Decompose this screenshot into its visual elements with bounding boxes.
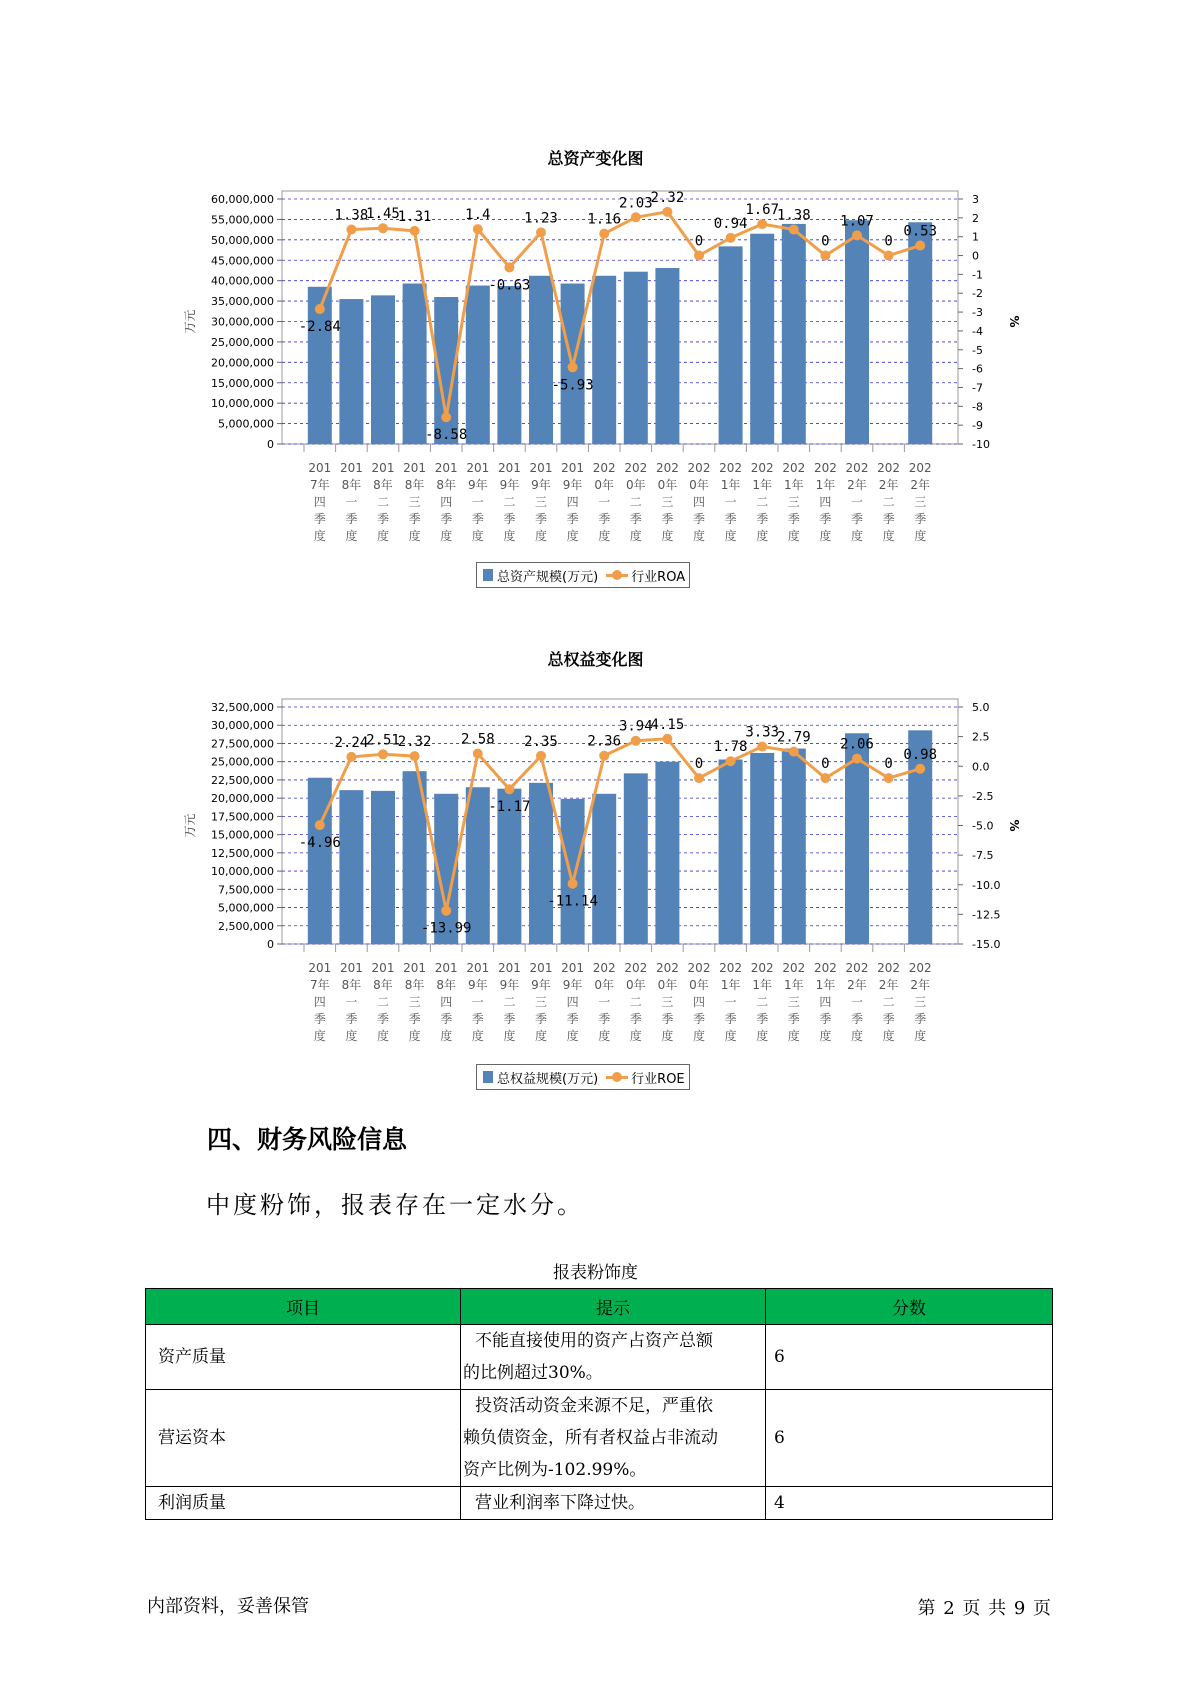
y-tick-label: 17,500,000 bbox=[211, 810, 274, 824]
data-label: -8.58 bbox=[425, 427, 468, 444]
y2-tick-label: 0 bbox=[972, 249, 979, 263]
line-point bbox=[884, 251, 894, 261]
data-label: -2.84 bbox=[298, 319, 341, 336]
y-tick-label: 55,000,000 bbox=[211, 213, 274, 227]
data-label: 2.36 bbox=[587, 733, 622, 750]
row-hint bbox=[461, 1325, 766, 1390]
y-tick-label: 32,500,000 bbox=[211, 701, 274, 714]
bar bbox=[750, 234, 774, 444]
y-tick-label: 40,000,000 bbox=[211, 274, 274, 288]
line-point bbox=[726, 233, 736, 243]
y2-tick-label: -6 bbox=[972, 362, 983, 376]
data-label: 1.23 bbox=[524, 210, 558, 227]
y2-tick-label: -3 bbox=[972, 306, 983, 320]
y-axis-title: 万元 bbox=[183, 813, 197, 838]
y2-axis-title: % bbox=[1007, 315, 1021, 328]
y-tick-label: 50,000,000 bbox=[211, 233, 274, 247]
y2-tick-label: -8 bbox=[972, 400, 983, 414]
bar bbox=[339, 299, 363, 444]
y2-tick-label: 0.0 bbox=[972, 760, 990, 774]
line-point bbox=[915, 764, 925, 774]
y2-tick-label: 3 bbox=[972, 193, 979, 206]
data-label: 2.35 bbox=[524, 733, 558, 750]
line-point bbox=[568, 362, 578, 372]
data-label: 0 bbox=[694, 233, 704, 250]
line-point bbox=[536, 227, 546, 237]
y2-tick-label: -2 bbox=[972, 287, 983, 301]
data-label: 1.16 bbox=[587, 211, 622, 228]
data-label: 1.31 bbox=[397, 208, 432, 225]
line-point bbox=[346, 225, 356, 235]
data-label: 0 bbox=[694, 756, 704, 773]
table-row bbox=[146, 1390, 1053, 1487]
row-score: 4 bbox=[766, 1487, 1053, 1520]
x-tick-label: 202 1年二季度 bbox=[750, 961, 774, 1043]
x-tick-label: 202 1年三季度 bbox=[782, 461, 806, 543]
y2-tick-label: -12.5 bbox=[972, 908, 1001, 922]
legend-bar-label: 总资产规模(万元) bbox=[497, 569, 599, 585]
legend-line-label: 行业ROE bbox=[631, 1071, 685, 1087]
x-tick-label: 201 8年一季度 bbox=[339, 461, 363, 543]
line-point bbox=[315, 820, 325, 830]
y-tick-label: 22,500,000 bbox=[211, 773, 274, 787]
hint-line: 赖负债资金，所有者权益占非流动 bbox=[463, 1428, 718, 1448]
data-label: -11.14 bbox=[547, 893, 598, 910]
chart2-legend bbox=[476, 1064, 690, 1090]
x-tick-label: 201 9年三季度 bbox=[529, 961, 553, 1043]
section-text: 中度粉饰，报表存在一定水分。 bbox=[206, 1191, 584, 1219]
x-tick-label: 202 0年一季度 bbox=[592, 961, 616, 1043]
hint-line: 营业利润率下降过快。 bbox=[475, 1493, 645, 1513]
line-point bbox=[852, 230, 862, 240]
x-tick-label: 201 9年一季度 bbox=[466, 461, 490, 543]
y2-tick-label: -1 bbox=[972, 268, 983, 282]
hint-line: 的比例超过30%。 bbox=[463, 1363, 603, 1383]
y2-tick-label: -5.0 bbox=[972, 819, 994, 833]
legend-line-swatch bbox=[606, 569, 628, 581]
bar bbox=[371, 791, 395, 944]
data-label: 1.38 bbox=[334, 207, 369, 224]
table-row bbox=[146, 1325, 1053, 1390]
line-point bbox=[346, 752, 356, 762]
y2-tick-label: 5.0 bbox=[972, 701, 990, 714]
x-tick-label: 201 8年四季度 bbox=[434, 961, 458, 1043]
line-point bbox=[726, 756, 736, 766]
row-item: 营运资本 bbox=[146, 1390, 461, 1487]
legend-bar-swatch bbox=[483, 1071, 493, 1083]
data-label: -13.99 bbox=[420, 920, 472, 937]
table-header-row bbox=[146, 1289, 1053, 1325]
data-label: 2.51 bbox=[366, 732, 400, 749]
line-point bbox=[789, 225, 799, 235]
header-hint: 提示 bbox=[461, 1289, 766, 1325]
x-tick-label: 201 8年二季度 bbox=[371, 461, 395, 543]
data-label: 1.67 bbox=[745, 202, 780, 219]
footer-confidential: 内部资料，妥善保管 bbox=[147, 1596, 309, 1617]
data-label: -4.96 bbox=[298, 835, 341, 852]
x-tick-label: 201 9年一季度 bbox=[466, 961, 490, 1043]
x-tick-label: 202 0年四季度 bbox=[687, 461, 711, 543]
line-point bbox=[473, 224, 483, 234]
legend-bar-swatch bbox=[483, 569, 493, 581]
x-tick-label: 201 9年四季度 bbox=[561, 961, 585, 1043]
x-tick-label: 202 2年二季度 bbox=[877, 961, 901, 1043]
row-score: 6 bbox=[766, 1325, 1053, 1390]
data-label: 0.98 bbox=[903, 746, 938, 763]
data-label: 0.53 bbox=[903, 223, 938, 240]
bar bbox=[908, 222, 932, 444]
line-point bbox=[378, 223, 388, 233]
y-tick-label: 10,000,000 bbox=[211, 397, 274, 411]
line-point bbox=[410, 226, 420, 236]
data-label: 2.06 bbox=[840, 736, 874, 753]
data-label: 2.58 bbox=[460, 731, 495, 748]
line-point bbox=[568, 879, 578, 889]
x-tick-label: 202 0年三季度 bbox=[655, 961, 679, 1043]
bar bbox=[339, 790, 363, 944]
bar bbox=[845, 220, 869, 444]
y2-tick-label: -15.0 bbox=[972, 938, 1001, 951]
line-point bbox=[441, 906, 451, 916]
line-point bbox=[852, 754, 862, 764]
bar bbox=[782, 749, 806, 944]
x-tick-label: 201 9年二季度 bbox=[497, 961, 521, 1043]
x-tick-label: 201 8年三季度 bbox=[403, 461, 427, 543]
y2-tick-label: -7.5 bbox=[972, 849, 994, 863]
y2-tick-label: -10 bbox=[972, 438, 990, 451]
x-tick-label: 202 0年四季度 bbox=[687, 961, 711, 1043]
x-tick-label: 202 1年一季度 bbox=[719, 961, 743, 1043]
bar bbox=[403, 284, 427, 444]
y2-tick-label: -5 bbox=[972, 343, 983, 357]
line-point bbox=[820, 773, 830, 783]
data-label: 1.07 bbox=[840, 213, 874, 230]
y-tick-label: 10,000,000 bbox=[211, 865, 274, 879]
line-point bbox=[662, 207, 672, 217]
bar bbox=[497, 286, 521, 444]
bar bbox=[719, 760, 743, 944]
x-tick-label: 201 8年三季度 bbox=[403, 961, 427, 1043]
data-label: 2.32 bbox=[650, 189, 685, 206]
data-label: 4.15 bbox=[650, 716, 685, 733]
data-label: 0.94 bbox=[713, 215, 748, 232]
table-row bbox=[146, 1487, 1053, 1520]
bar bbox=[624, 272, 648, 444]
y-tick-label: 45,000,000 bbox=[211, 254, 274, 268]
data-label: 1.45 bbox=[366, 206, 400, 223]
y2-tick-label: 2 bbox=[972, 211, 979, 225]
line-point bbox=[915, 241, 925, 251]
x-tick-label: 202 2年一季度 bbox=[845, 961, 869, 1043]
header-score: 分数 bbox=[766, 1289, 1053, 1325]
y2-tick-label: 2.5 bbox=[972, 730, 990, 744]
bar bbox=[561, 799, 585, 944]
row-item: 资产质量 bbox=[146, 1325, 461, 1390]
y-tick-label: 7,500,000 bbox=[218, 883, 274, 897]
chart2-title: 总权益变化图 bbox=[547, 650, 644, 669]
x-tick-label: 202 2年二季度 bbox=[877, 461, 901, 543]
line-point bbox=[441, 412, 451, 422]
x-tick-label: 202 0年一季度 bbox=[592, 461, 616, 543]
line-point bbox=[410, 751, 420, 761]
bar bbox=[750, 753, 774, 944]
y-tick-label: 35,000,000 bbox=[211, 295, 274, 309]
y-tick-label: 0 bbox=[267, 938, 274, 951]
data-label: 2.79 bbox=[776, 729, 811, 746]
x-tick-label: 202 2年三季度 bbox=[908, 461, 932, 543]
bar bbox=[308, 778, 332, 944]
row-hint bbox=[461, 1487, 766, 1520]
bar bbox=[719, 246, 743, 444]
line-point bbox=[315, 304, 325, 314]
line-point bbox=[599, 229, 609, 239]
y-tick-label: 15,000,000 bbox=[211, 376, 274, 390]
bar bbox=[624, 773, 648, 944]
x-tick-label: 202 0年二季度 bbox=[624, 461, 648, 543]
y-tick-label: 2,500,000 bbox=[218, 919, 274, 933]
data-label: 1.4 bbox=[465, 207, 491, 224]
footer-page-number: 第 2 页 共 9 页 bbox=[917, 1598, 1052, 1619]
data-label: 0 bbox=[884, 756, 893, 773]
total-assets-chart bbox=[0, 0, 1191, 560]
y2-tick-label: -4 bbox=[972, 324, 983, 338]
data-label: 3.94 bbox=[618, 718, 653, 735]
data-label: 1.78 bbox=[713, 739, 748, 756]
y-tick-label: 0 bbox=[267, 438, 274, 451]
hint-line: 资产比例为-102.99%。 bbox=[463, 1460, 647, 1480]
x-tick-label: 202 1年一季度 bbox=[719, 461, 743, 543]
header-item: 项目 bbox=[146, 1289, 461, 1325]
line-point bbox=[662, 734, 672, 744]
bar bbox=[655, 762, 679, 944]
legend-bar-label: 总权益规模(万元) bbox=[497, 1071, 599, 1087]
line-point bbox=[694, 773, 704, 783]
data-label: 0 bbox=[884, 233, 893, 250]
x-tick-label: 201 8年二季度 bbox=[371, 961, 395, 1043]
section-title: 四、财务风险信息 bbox=[207, 1125, 408, 1154]
data-label: 1.38 bbox=[776, 207, 811, 224]
total-equity-chart bbox=[0, 680, 1191, 1060]
x-tick-label: 202 0年三季度 bbox=[655, 461, 679, 543]
x-tick-label: 202 1年四季度 bbox=[813, 461, 837, 543]
y-axis-title: 万元 bbox=[183, 309, 197, 334]
x-tick-label: 201 9年二季度 bbox=[497, 461, 521, 543]
bar bbox=[592, 794, 616, 944]
bar bbox=[466, 286, 490, 444]
line-point bbox=[631, 736, 641, 746]
hint-line: 投资活动资金来源不足，严重依 bbox=[475, 1396, 713, 1416]
line-point bbox=[504, 784, 514, 794]
y-tick-label: 60,000,000 bbox=[211, 193, 274, 206]
data-label: 3.33 bbox=[745, 724, 780, 741]
y2-tick-label: -9 bbox=[972, 419, 983, 433]
data-label: -5.93 bbox=[551, 377, 594, 394]
x-tick-label: 201 8年四季度 bbox=[434, 461, 458, 543]
bar bbox=[782, 224, 806, 444]
data-label: 2.03 bbox=[618, 195, 653, 212]
bar bbox=[655, 268, 679, 444]
line-point bbox=[504, 262, 514, 272]
risk-table bbox=[145, 1288, 1053, 1520]
x-tick-label: 201 8年一季度 bbox=[339, 961, 363, 1043]
bar bbox=[529, 276, 553, 444]
line-point bbox=[820, 251, 830, 261]
x-tick-label: 201 7年四季度 bbox=[308, 961, 332, 1043]
x-tick-label: 202 2年三季度 bbox=[908, 961, 932, 1043]
line-point bbox=[536, 751, 546, 761]
row-hint bbox=[461, 1390, 766, 1487]
line-point bbox=[757, 742, 767, 752]
chart1-title: 总资产变化图 bbox=[547, 149, 644, 168]
y-tick-label: 20,000,000 bbox=[211, 356, 274, 370]
x-tick-label: 201 9年四季度 bbox=[561, 461, 585, 543]
data-label: 0 bbox=[821, 233, 830, 250]
bar bbox=[529, 783, 553, 944]
x-tick-label: 202 0年二季度 bbox=[624, 961, 648, 1043]
y-tick-label: 25,000,000 bbox=[211, 755, 274, 769]
y2-axis-title: % bbox=[1007, 819, 1021, 832]
hint-line: 不能直接使用的资产占资产总额 bbox=[475, 1331, 713, 1351]
y-tick-label: 27,500,000 bbox=[211, 737, 274, 751]
line-point bbox=[378, 749, 388, 759]
line-point bbox=[757, 219, 767, 229]
y2-tick-label: -7 bbox=[972, 381, 983, 395]
y2-tick-label: -2.5 bbox=[972, 789, 994, 803]
bar bbox=[371, 295, 395, 444]
bar bbox=[592, 276, 616, 444]
y2-tick-label: -10.0 bbox=[972, 878, 1001, 892]
y-tick-label: 30,000,000 bbox=[211, 719, 274, 733]
chart1-legend bbox=[476, 562, 690, 588]
y-tick-label: 30,000,000 bbox=[211, 315, 274, 329]
data-label: 0 bbox=[821, 756, 830, 773]
x-tick-label: 201 7年四季度 bbox=[308, 461, 332, 543]
row-item: 利润质量 bbox=[146, 1487, 461, 1520]
x-tick-label: 202 1年四季度 bbox=[813, 961, 837, 1043]
y-tick-label: 5,000,000 bbox=[218, 901, 274, 915]
data-label: -1.17 bbox=[488, 799, 531, 816]
data-label: 2.24 bbox=[334, 734, 369, 751]
y-tick-label: 15,000,000 bbox=[211, 828, 274, 842]
line-point bbox=[789, 747, 799, 757]
line-point bbox=[884, 773, 894, 783]
row-score: 6 bbox=[766, 1390, 1053, 1487]
y-tick-label: 5,000,000 bbox=[218, 417, 274, 431]
y2-tick-label: 1 bbox=[972, 230, 979, 244]
data-label: 2.32 bbox=[397, 734, 432, 751]
table-caption: 报表粉饰度 bbox=[553, 1263, 638, 1283]
line-point bbox=[631, 212, 641, 222]
legend-line-swatch bbox=[606, 1071, 628, 1083]
y-tick-label: 20,000,000 bbox=[211, 792, 274, 806]
line-point bbox=[473, 749, 483, 759]
data-label: -0.63 bbox=[488, 277, 531, 294]
x-tick-label: 202 2年一季度 bbox=[845, 461, 869, 543]
x-tick-label: 202 1年三季度 bbox=[782, 961, 806, 1043]
line-point bbox=[694, 251, 704, 261]
x-tick-label: 202 1年二季度 bbox=[750, 461, 774, 543]
legend-line-label: 行业ROA bbox=[631, 569, 686, 585]
line-point bbox=[599, 751, 609, 761]
x-tick-label: 201 9年三季度 bbox=[529, 461, 553, 543]
y-tick-label: 12,500,000 bbox=[211, 846, 274, 860]
y-tick-label: 25,000,000 bbox=[211, 335, 274, 349]
